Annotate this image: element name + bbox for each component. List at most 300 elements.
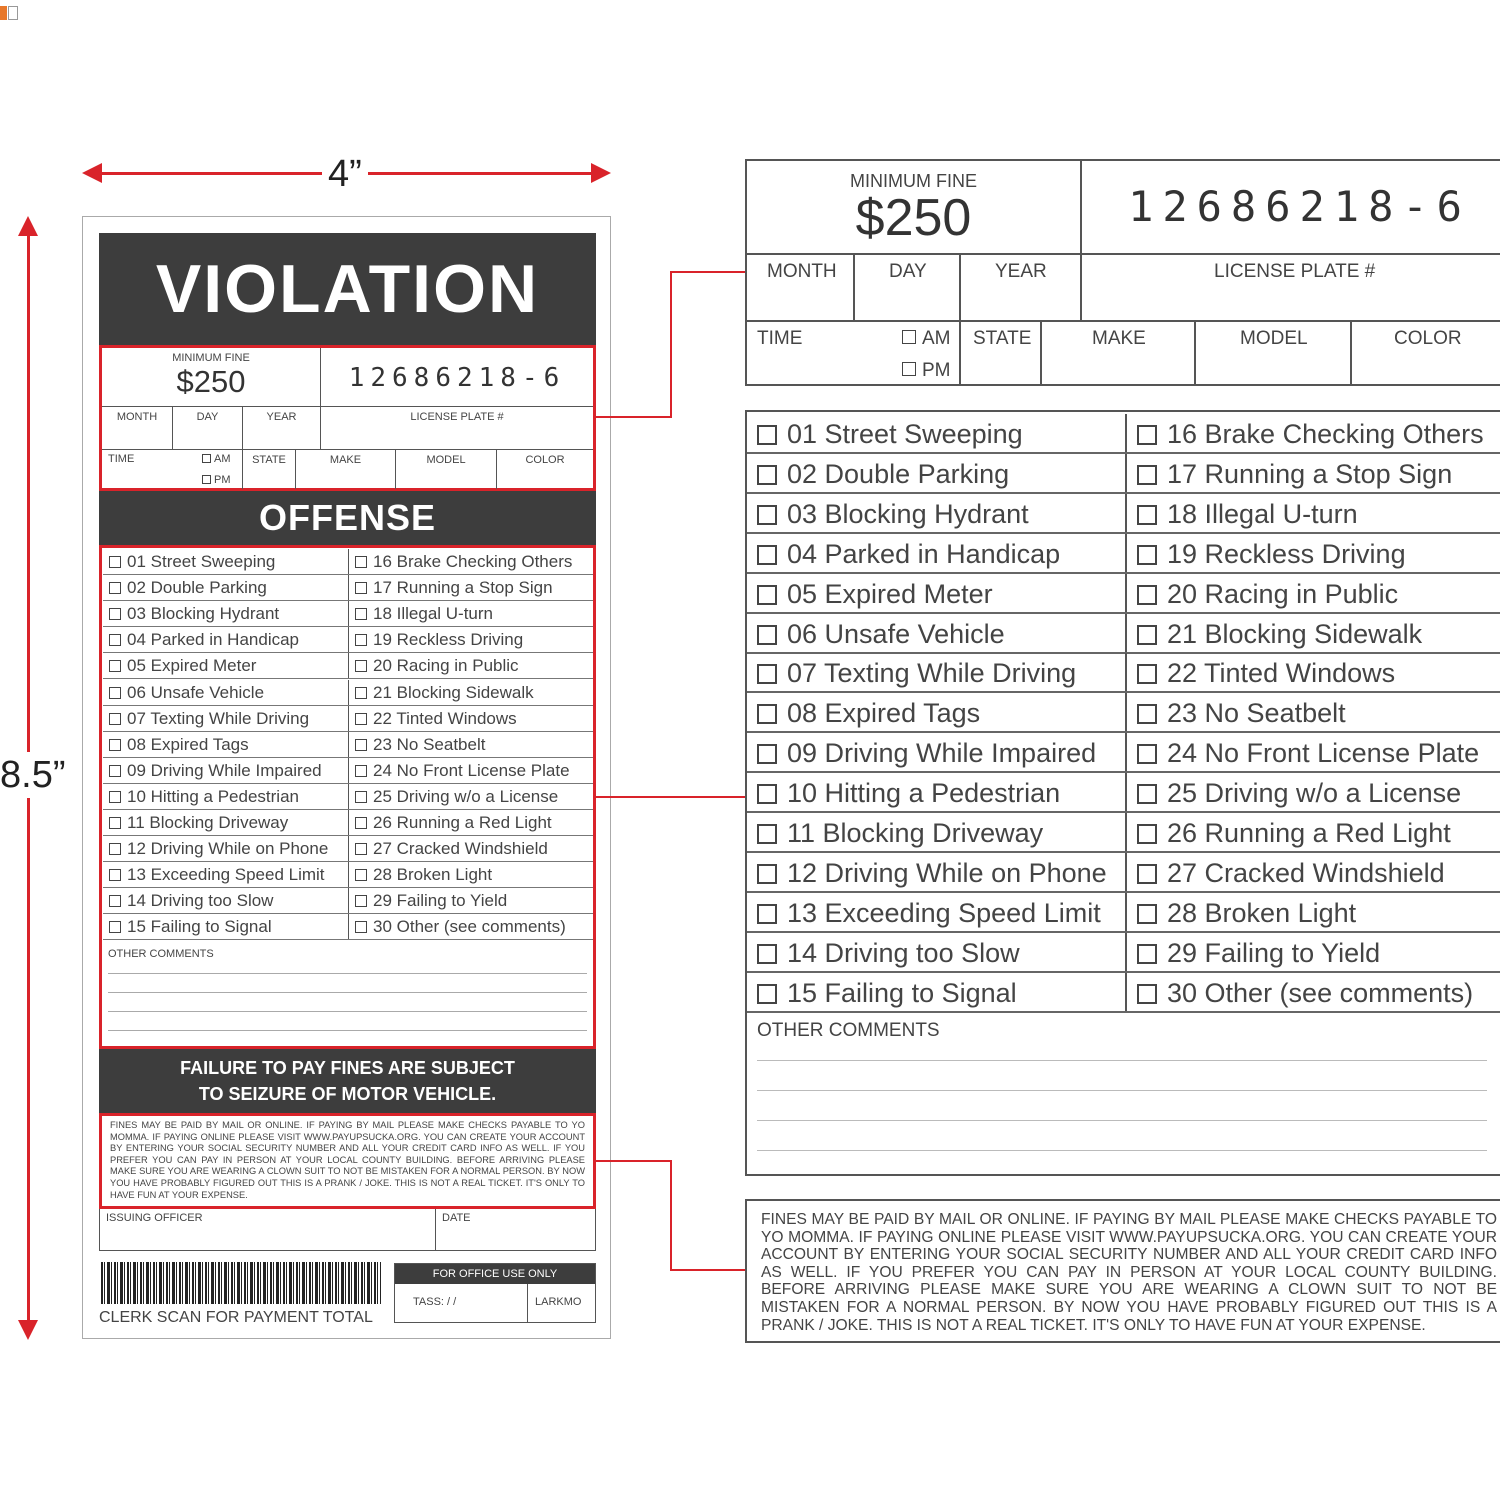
offense-row — [103, 575, 593, 601]
comment-line[interactable] — [108, 973, 587, 974]
offense-checkbox[interactable] — [355, 660, 367, 672]
offense-checkbox[interactable] — [355, 817, 367, 829]
offense-option[interactable] — [1125, 853, 1500, 891]
file-icon — [0, 6, 18, 20]
offense-option[interactable] — [103, 706, 348, 731]
offense-option[interactable] — [348, 810, 593, 835]
offense-checkbox[interactable] — [757, 704, 777, 724]
offense-checkbox[interactable] — [355, 634, 367, 646]
offense-checkbox[interactable] — [109, 921, 121, 933]
month-label: MONTH — [767, 261, 837, 282]
officer-date-row — [99, 1209, 596, 1251]
barcode-caption: CLERK SCAN FOR PAYMENT TOTAL — [99, 1309, 373, 1326]
offense-label: 14 Driving too Slow — [127, 891, 274, 911]
model-label: MODEL — [426, 454, 466, 466]
minimum-fine-label: MINIMUM FINE — [172, 352, 250, 364]
offense-option[interactable] — [1125, 973, 1500, 1011]
arrow-right-icon — [591, 163, 611, 183]
offense-label: 13 Exceeding Speed Limit — [787, 897, 1101, 928]
month-cell — [102, 406, 172, 449]
offense-label: 26 Running a Red Light — [1167, 818, 1451, 848]
offense-checkbox[interactable] — [1137, 824, 1157, 844]
license-plate-cell — [320, 406, 593, 449]
offense-checkbox[interactable] — [355, 739, 367, 751]
offense-label: 12 Driving While on Phone — [127, 839, 329, 859]
offense-option[interactable] — [103, 862, 348, 887]
connector — [670, 1160, 672, 1271]
offense-row — [747, 614, 1500, 654]
offense-row — [747, 534, 1500, 574]
offense-checkbox[interactable] — [355, 608, 367, 620]
color-label: COLOR — [525, 454, 565, 466]
offense-row — [747, 893, 1500, 933]
ticket-info-box — [99, 345, 596, 491]
offense-label: 20 Racing in Public — [373, 656, 519, 676]
day-label: DAY — [889, 261, 927, 282]
offense-option[interactable] — [747, 733, 1125, 771]
offense-label: 19 Reckless Driving — [1167, 538, 1406, 569]
offense-option[interactable] — [103, 680, 348, 705]
offense-row — [747, 693, 1500, 733]
ticket-number-cell — [320, 348, 593, 406]
offense-checkbox[interactable] — [355, 765, 367, 777]
offense-option[interactable] — [103, 888, 348, 913]
offense-checkbox[interactable] — [757, 904, 777, 924]
offense-option[interactable] — [747, 494, 1125, 532]
offense-checkbox[interactable] — [1137, 784, 1157, 804]
make-cell[interactable] — [1040, 320, 1194, 386]
offense-label: 05 Expired Meter — [127, 656, 257, 676]
offense-label: 10 Hitting a Pedestrian — [127, 786, 299, 806]
offense-checkbox[interactable] — [109, 556, 121, 568]
offense-label: 02 Double Parking — [787, 458, 1010, 489]
offense-option[interactable] — [348, 601, 593, 626]
offense-option[interactable] — [747, 414, 1125, 452]
offense-option[interactable] — [103, 601, 348, 626]
day-label: DAY — [196, 411, 219, 423]
color-cell — [496, 449, 593, 489]
time-label: TIME — [108, 453, 135, 465]
offense-checkbox[interactable] — [1137, 425, 1157, 445]
offense-row — [747, 574, 1500, 614]
offense-row — [103, 784, 593, 810]
offense-option[interactable] — [1125, 933, 1500, 971]
am-checkbox[interactable] — [902, 330, 916, 344]
offense-checkbox[interactable] — [1137, 904, 1157, 924]
minimum-fine-value: $250 — [855, 189, 972, 247]
offense-row — [103, 836, 593, 862]
comment-line[interactable] — [108, 992, 587, 993]
offense-option[interactable] — [103, 732, 348, 757]
comment-line[interactable] — [757, 1090, 1487, 1091]
offense-label: 30 Other (see comments) — [1167, 977, 1474, 1008]
pm-checkbox[interactable] — [902, 362, 916, 376]
offense-label: 22 Tinted Windows — [1167, 658, 1396, 689]
connector — [594, 796, 746, 798]
color-label: COLOR — [1394, 328, 1462, 349]
offense-option[interactable] — [1125, 414, 1500, 452]
offense-checkbox[interactable] — [355, 895, 367, 907]
offense-label: 19 Reckless Driving — [373, 630, 524, 650]
offense-option[interactable] — [747, 574, 1125, 612]
offense-checkbox[interactable] — [757, 824, 777, 844]
zoom-offense-panel — [745, 410, 1500, 1176]
offense-row — [103, 680, 593, 706]
ticket-number-cell — [1080, 161, 1500, 253]
offense-option[interactable] — [1125, 733, 1500, 771]
offense-option[interactable] — [348, 732, 593, 757]
offense-checkbox[interactable] — [109, 895, 121, 907]
offense-row — [747, 414, 1500, 454]
offense-title: OFFENSE — [99, 491, 596, 545]
comment-line[interactable] — [757, 1150, 1487, 1151]
offense-option[interactable] — [103, 758, 348, 783]
offense-option[interactable] — [1125, 614, 1500, 652]
offense-option[interactable] — [1125, 534, 1500, 572]
offense-checkbox[interactable] — [757, 505, 777, 525]
offense-option[interactable] — [1125, 773, 1500, 811]
offense-checkbox[interactable] — [757, 864, 777, 884]
license-plate-cell[interactable] — [1080, 253, 1500, 320]
offense-option[interactable] — [747, 614, 1125, 652]
offense-label: 23 No Seatbelt — [1167, 698, 1346, 729]
comment-line[interactable] — [757, 1120, 1487, 1121]
offense-label: 16 Brake Checking Others — [1167, 419, 1484, 449]
offense-option[interactable] — [103, 914, 348, 939]
offense-label: 17 Running a Stop Sign — [373, 578, 553, 598]
zoom-fine-print: FINES MAY BE PAID BY MAIL OR ONLINE. IF PAYING BY MAIL PLEASE MAKE CHECKS PAYABLE TO YO MOMMA. IF PAYING ONLINE PLEASE VISIT WWW.PAYUPSUCKA.ORG. YOU CAN CREATE YOUR ACCOUNT BY ENTERING YOUR SOCIAL SECURITY NUMBER AND ALL YOUR CREDIT CARD INFO AS WELL. IF YOU PREFER YOU CAN PAY IN PERSON AT YOUR LOCAL COUNTY BUILDING. BEFORE ARRIVING PLEASE MAKE SURE YOU ARE WEARING A CLOWN SUIT TO NOT BE MISTAKEN FOR A NORMAL PERSON. BY NOW YOU HAVE PROBABLY FIGURED OUT THIS IS A PRANK / JOKE. THIS IS NOT A REAL TICKET. IT'S ONLY TO HAVE FUN AT YOUR EXPENSE. — [745, 1199, 1500, 1343]
offense-label: 27 Cracked Windshield — [1167, 857, 1445, 888]
offense-checkbox[interactable] — [355, 713, 367, 725]
ticket-number: 12686218-6 — [348, 363, 566, 393]
offense-label: 11 Blocking Driveway — [787, 818, 1044, 848]
year-cell — [242, 406, 320, 449]
year-cell[interactable] — [959, 253, 1080, 320]
state-label: STATE — [973, 328, 1032, 349]
offense-row — [103, 627, 593, 653]
offense-row — [747, 853, 1500, 893]
offense-option[interactable] — [348, 549, 593, 574]
offense-label: 05 Expired Meter — [787, 578, 993, 609]
offense-label: 11 Blocking Driveway — [127, 813, 289, 832]
connector — [594, 1160, 670, 1162]
officer-cell[interactable] — [100, 1209, 435, 1250]
offense-label: 18 Illegal U-turn — [373, 604, 494, 624]
offense-option[interactable] — [348, 862, 593, 887]
time-label: TIME — [757, 328, 803, 349]
offense-checkbox[interactable] — [109, 582, 121, 594]
offense-checkbox[interactable] — [109, 634, 121, 646]
offense-checkbox[interactable] — [1137, 505, 1157, 525]
offense-option[interactable] — [1125, 494, 1500, 532]
offense-checkbox[interactable] — [109, 843, 121, 855]
offense-label: 28 Broken Light — [373, 865, 493, 885]
offense-option[interactable] — [747, 813, 1125, 851]
offense-checkbox[interactable] — [1137, 744, 1157, 764]
offense-label: 07 Texting While Driving — [787, 658, 1077, 689]
month-label: MONTH — [116, 411, 158, 423]
offense-row — [103, 888, 593, 914]
offense-label: 07 Texting While Driving — [127, 708, 310, 728]
connector — [670, 1269, 746, 1271]
offense-box — [99, 545, 596, 1049]
offense-checkbox[interactable] — [1137, 465, 1157, 485]
state-cell[interactable] — [959, 320, 1040, 386]
offense-label: 22 Tinted Windows — [373, 708, 517, 728]
offense-checkbox[interactable] — [109, 765, 121, 777]
offense-row — [103, 862, 593, 888]
day-cell[interactable] — [853, 253, 959, 320]
offense-option[interactable] — [348, 706, 593, 731]
comment-line[interactable] — [108, 1011, 587, 1012]
offense-row — [103, 758, 593, 784]
offense-label: 14 Driving too Slow — [787, 937, 1020, 968]
offense-option[interactable] — [348, 758, 593, 783]
offense-row — [747, 973, 1500, 1013]
minimum-fine-cell — [102, 348, 320, 406]
offense-label: 30 Other (see comments) — [373, 917, 566, 937]
offense-label: 01 Street Sweeping — [787, 419, 1023, 449]
offense-checkbox[interactable] — [355, 869, 367, 881]
offense-checkbox[interactable] — [1137, 864, 1157, 884]
offense-checkbox[interactable] — [757, 545, 777, 565]
offense-checkbox[interactable] — [109, 739, 121, 751]
offense-option[interactable] — [103, 653, 348, 678]
offense-option[interactable] — [1125, 454, 1500, 492]
offense-checkbox[interactable] — [757, 465, 777, 485]
offense-checkbox[interactable] — [355, 921, 367, 933]
offense-checkbox[interactable] — [757, 944, 777, 964]
offense-option[interactable] — [103, 575, 348, 600]
offense-checkbox[interactable] — [757, 984, 777, 1004]
offense-checkbox[interactable] — [1137, 944, 1157, 964]
offense-label: 12 Driving While on Phone — [787, 857, 1107, 888]
offense-checkbox[interactable] — [109, 817, 121, 829]
offense-label: 23 No Seatbelt — [373, 734, 486, 754]
offense-label: 25 Driving w/o a License — [1167, 778, 1462, 809]
connector — [594, 416, 670, 418]
offense-checkbox[interactable] — [355, 791, 367, 803]
arrow-up-icon — [18, 216, 38, 236]
time-cell[interactable] — [747, 320, 959, 386]
offense-label: 16 Brake Checking Others — [373, 552, 573, 571]
warning-line-1: FAILURE TO PAY FINES ARE SUBJECT — [180, 1058, 515, 1078]
comments-label: OTHER COMMENTS — [108, 948, 214, 960]
violation-ticket — [82, 216, 611, 1339]
divider — [527, 1284, 528, 1323]
offense-label: 10 Hitting a Pedestrian — [787, 778, 1061, 809]
offense-checkbox[interactable] — [757, 664, 777, 684]
offense-label: 02 Double Parking — [127, 578, 267, 598]
offense-row — [747, 933, 1500, 973]
fine-print: FINES MAY BE PAID BY MAIL OR ONLINE. IF PAYING BY MAIL PLEASE MAKE CHECKS PAYABLE TO YO MOMMA. IF PAYING ONLINE PLEASE VISIT WWW.PAYUPSUCKA.ORG. YOU CAN CREATE YOUR ACCOUNT BY ENTERING YOUR SOCIAL SECURITY NUMBER AND ALL YOUR CREDIT CARD INFO AS WELL. IF YOU PREFER YOU CAN PAY IN PERSON AT YOUR LOCAL COUNTY BUILDING. BEFORE ARRIVING PLEASE MAKE SURE YOU ARE WEARING A CLOWN SUIT TO NOT BE MISTAKEN FOR A NORMAL PERSON. BY NOW YOU HAVE PROBABLY FIGURED OUT THIS IS A PRANK / JOKE. THIS IS NOT A REAL TICKET. IT'S ONLY TO HAVE FUN AT YOUR EXPENSE. — [99, 1113, 596, 1209]
offense-checkbox[interactable] — [355, 582, 367, 594]
offense-checkbox[interactable] — [355, 556, 367, 568]
office-use-box — [394, 1263, 596, 1323]
offense-row — [103, 549, 593, 575]
pm-option[interactable]: PM — [202, 474, 231, 486]
connector — [670, 271, 746, 273]
offense-option[interactable] — [1125, 653, 1500, 691]
offense-option[interactable] — [103, 810, 348, 835]
offense-label: 01 Street Sweeping — [127, 552, 276, 571]
offense-option[interactable] — [103, 549, 348, 574]
offense-checkbox[interactable] — [757, 784, 777, 804]
offense-checkbox[interactable] — [109, 608, 121, 620]
offense-label: 29 Failing to Yield — [1167, 937, 1381, 968]
offense-checkbox[interactable] — [757, 744, 777, 764]
offense-option[interactable] — [348, 653, 593, 678]
offense-checkbox[interactable] — [1137, 704, 1157, 724]
offense-option[interactable] — [747, 773, 1125, 811]
offense-checkbox[interactable] — [109, 687, 121, 699]
offense-option[interactable] — [747, 973, 1125, 1011]
offense-option[interactable] — [103, 836, 348, 861]
offense-option[interactable] — [747, 853, 1125, 891]
make-label: MAKE — [329, 454, 362, 466]
offense-label: 08 Expired Tags — [127, 734, 249, 754]
offense-label: 04 Parked in Handicap — [127, 630, 300, 650]
offense-label: 21 Blocking Sidewalk — [373, 682, 534, 702]
arrow-down-icon — [18, 1320, 38, 1340]
pm-checkbox[interactable] — [202, 475, 211, 484]
offense-label: 17 Running a Stop Sign — [1167, 458, 1453, 489]
offense-label: 25 Driving w/o a License — [373, 786, 559, 806]
am-option[interactable]: AM — [202, 453, 231, 465]
offense-row — [103, 653, 593, 679]
offense-row — [103, 732, 593, 758]
minimum-fine-cell — [747, 161, 1080, 253]
office-use-label: FOR OFFICE USE ONLY — [395, 1264, 595, 1284]
comment-line[interactable] — [108, 1030, 587, 1031]
date-cell[interactable] — [435, 1209, 595, 1250]
offense-row — [103, 706, 593, 732]
offense-option[interactable] — [348, 575, 593, 600]
ticket-number: 12686218-6 — [1128, 182, 1471, 231]
offense-label: 15 Failing to Signal — [127, 917, 272, 937]
offense-checkbox[interactable] — [757, 585, 777, 605]
zoom-info-panel — [745, 159, 1500, 386]
offense-label: 28 Broken Light — [1167, 897, 1357, 928]
license-plate-label: LICENSE PLATE # — [410, 411, 504, 423]
offense-checkbox[interactable] — [757, 425, 777, 445]
color-cell[interactable] — [1350, 320, 1500, 386]
year-label: YEAR — [266, 411, 297, 423]
offense-option[interactable] — [103, 784, 348, 809]
model-cell[interactable] — [1194, 320, 1350, 386]
offense-label: 09 Driving While Impaired — [127, 760, 322, 780]
state-cell — [242, 449, 295, 489]
offense-row — [103, 810, 593, 836]
comments-label: OTHER COMMENTS — [757, 1020, 940, 1041]
offense-row — [747, 773, 1500, 813]
offense-checkbox[interactable] — [1137, 585, 1157, 605]
offense-option[interactable] — [747, 534, 1125, 572]
pm-option[interactable]: PM — [902, 360, 951, 382]
offense-option[interactable] — [348, 888, 593, 913]
offense-option[interactable] — [747, 693, 1125, 731]
offense-label: 03 Blocking Hydrant — [787, 498, 1029, 529]
offense-option[interactable] — [348, 914, 593, 939]
offense-checkbox[interactable] — [355, 687, 367, 699]
offense-option[interactable] — [747, 653, 1125, 691]
state-label: STATE — [252, 454, 286, 466]
offense-row — [747, 494, 1500, 534]
offense-checkbox[interactable] — [1137, 664, 1157, 684]
warning-line-2: TO SEIZURE OF MOTOR VEHICLE. — [198, 1084, 497, 1104]
offense-option[interactable] — [1125, 693, 1500, 731]
barcode — [101, 1262, 381, 1304]
offense-label: 09 Driving While Impaired — [787, 738, 1097, 769]
offense-option[interactable] — [348, 627, 593, 652]
month-cell[interactable] — [747, 253, 853, 320]
offense-row — [747, 454, 1500, 494]
offense-label: 13 Exceeding Speed Limit — [127, 865, 325, 885]
offense-label: 06 Unsafe Vehicle — [787, 618, 1005, 649]
larkmo-label: LARKMO — [535, 1296, 582, 1308]
comment-line[interactable] — [757, 1060, 1487, 1061]
offense-option[interactable] — [1125, 813, 1500, 851]
offense-option[interactable] — [747, 454, 1125, 492]
offense-row — [747, 813, 1500, 853]
offense-label: 29 Failing to Yield — [373, 891, 508, 911]
offense-label: 26 Running a Red Light — [373, 813, 552, 832]
arrow-left-icon — [82, 163, 102, 183]
offense-label: 20 Racing in Public — [1167, 578, 1399, 609]
offense-option[interactable] — [1125, 893, 1500, 931]
offense-option[interactable] — [747, 893, 1125, 931]
am-option[interactable]: AM — [902, 328, 951, 350]
model-cell — [395, 449, 496, 489]
offense-label: 15 Failing to Signal — [787, 977, 1017, 1008]
height-label: 8.5” — [0, 754, 66, 796]
date-label: DATE — [442, 1212, 471, 1224]
offense-option[interactable] — [348, 680, 593, 705]
offense-label: 08 Expired Tags — [787, 698, 981, 729]
tass-field: TASS: / / — [413, 1296, 457, 1308]
offense-checkbox[interactable] — [1137, 625, 1157, 645]
am-checkbox[interactable] — [202, 454, 211, 463]
offense-checkbox[interactable] — [109, 791, 121, 803]
offense-option[interactable] — [103, 627, 348, 652]
make-cell — [295, 449, 395, 489]
offense-option[interactable] — [747, 933, 1125, 971]
offense-row — [103, 601, 593, 627]
model-label: MODEL — [1240, 328, 1308, 349]
day-cell — [172, 406, 242, 449]
offense-label: 18 Illegal U-turn — [1167, 498, 1358, 529]
offense-checkbox[interactable] — [109, 713, 121, 725]
minimum-fine-label: MINIMUM FINE — [850, 171, 977, 191]
offense-row — [103, 914, 593, 940]
offense-row — [747, 653, 1500, 693]
offense-option[interactable] — [1125, 574, 1500, 612]
offense-option[interactable] — [348, 784, 593, 809]
officer-label: ISSUING OFFICER — [106, 1212, 203, 1224]
offense-checkbox[interactable] — [109, 869, 121, 881]
offense-checkbox[interactable] — [109, 660, 121, 672]
offense-checkbox[interactable] — [1137, 545, 1157, 565]
warning-banner — [99, 1049, 596, 1113]
offense-label: 04 Parked in Handicap — [787, 538, 1061, 569]
license-plate-label: LICENSE PLATE # — [1214, 261, 1376, 282]
offense-checkbox[interactable] — [1137, 984, 1157, 1004]
time-cell — [102, 449, 242, 489]
offense-option[interactable] — [348, 836, 593, 861]
offense-checkbox[interactable] — [757, 625, 777, 645]
offense-label: 03 Blocking Hydrant — [127, 604, 280, 624]
offense-checkbox[interactable] — [355, 843, 367, 855]
